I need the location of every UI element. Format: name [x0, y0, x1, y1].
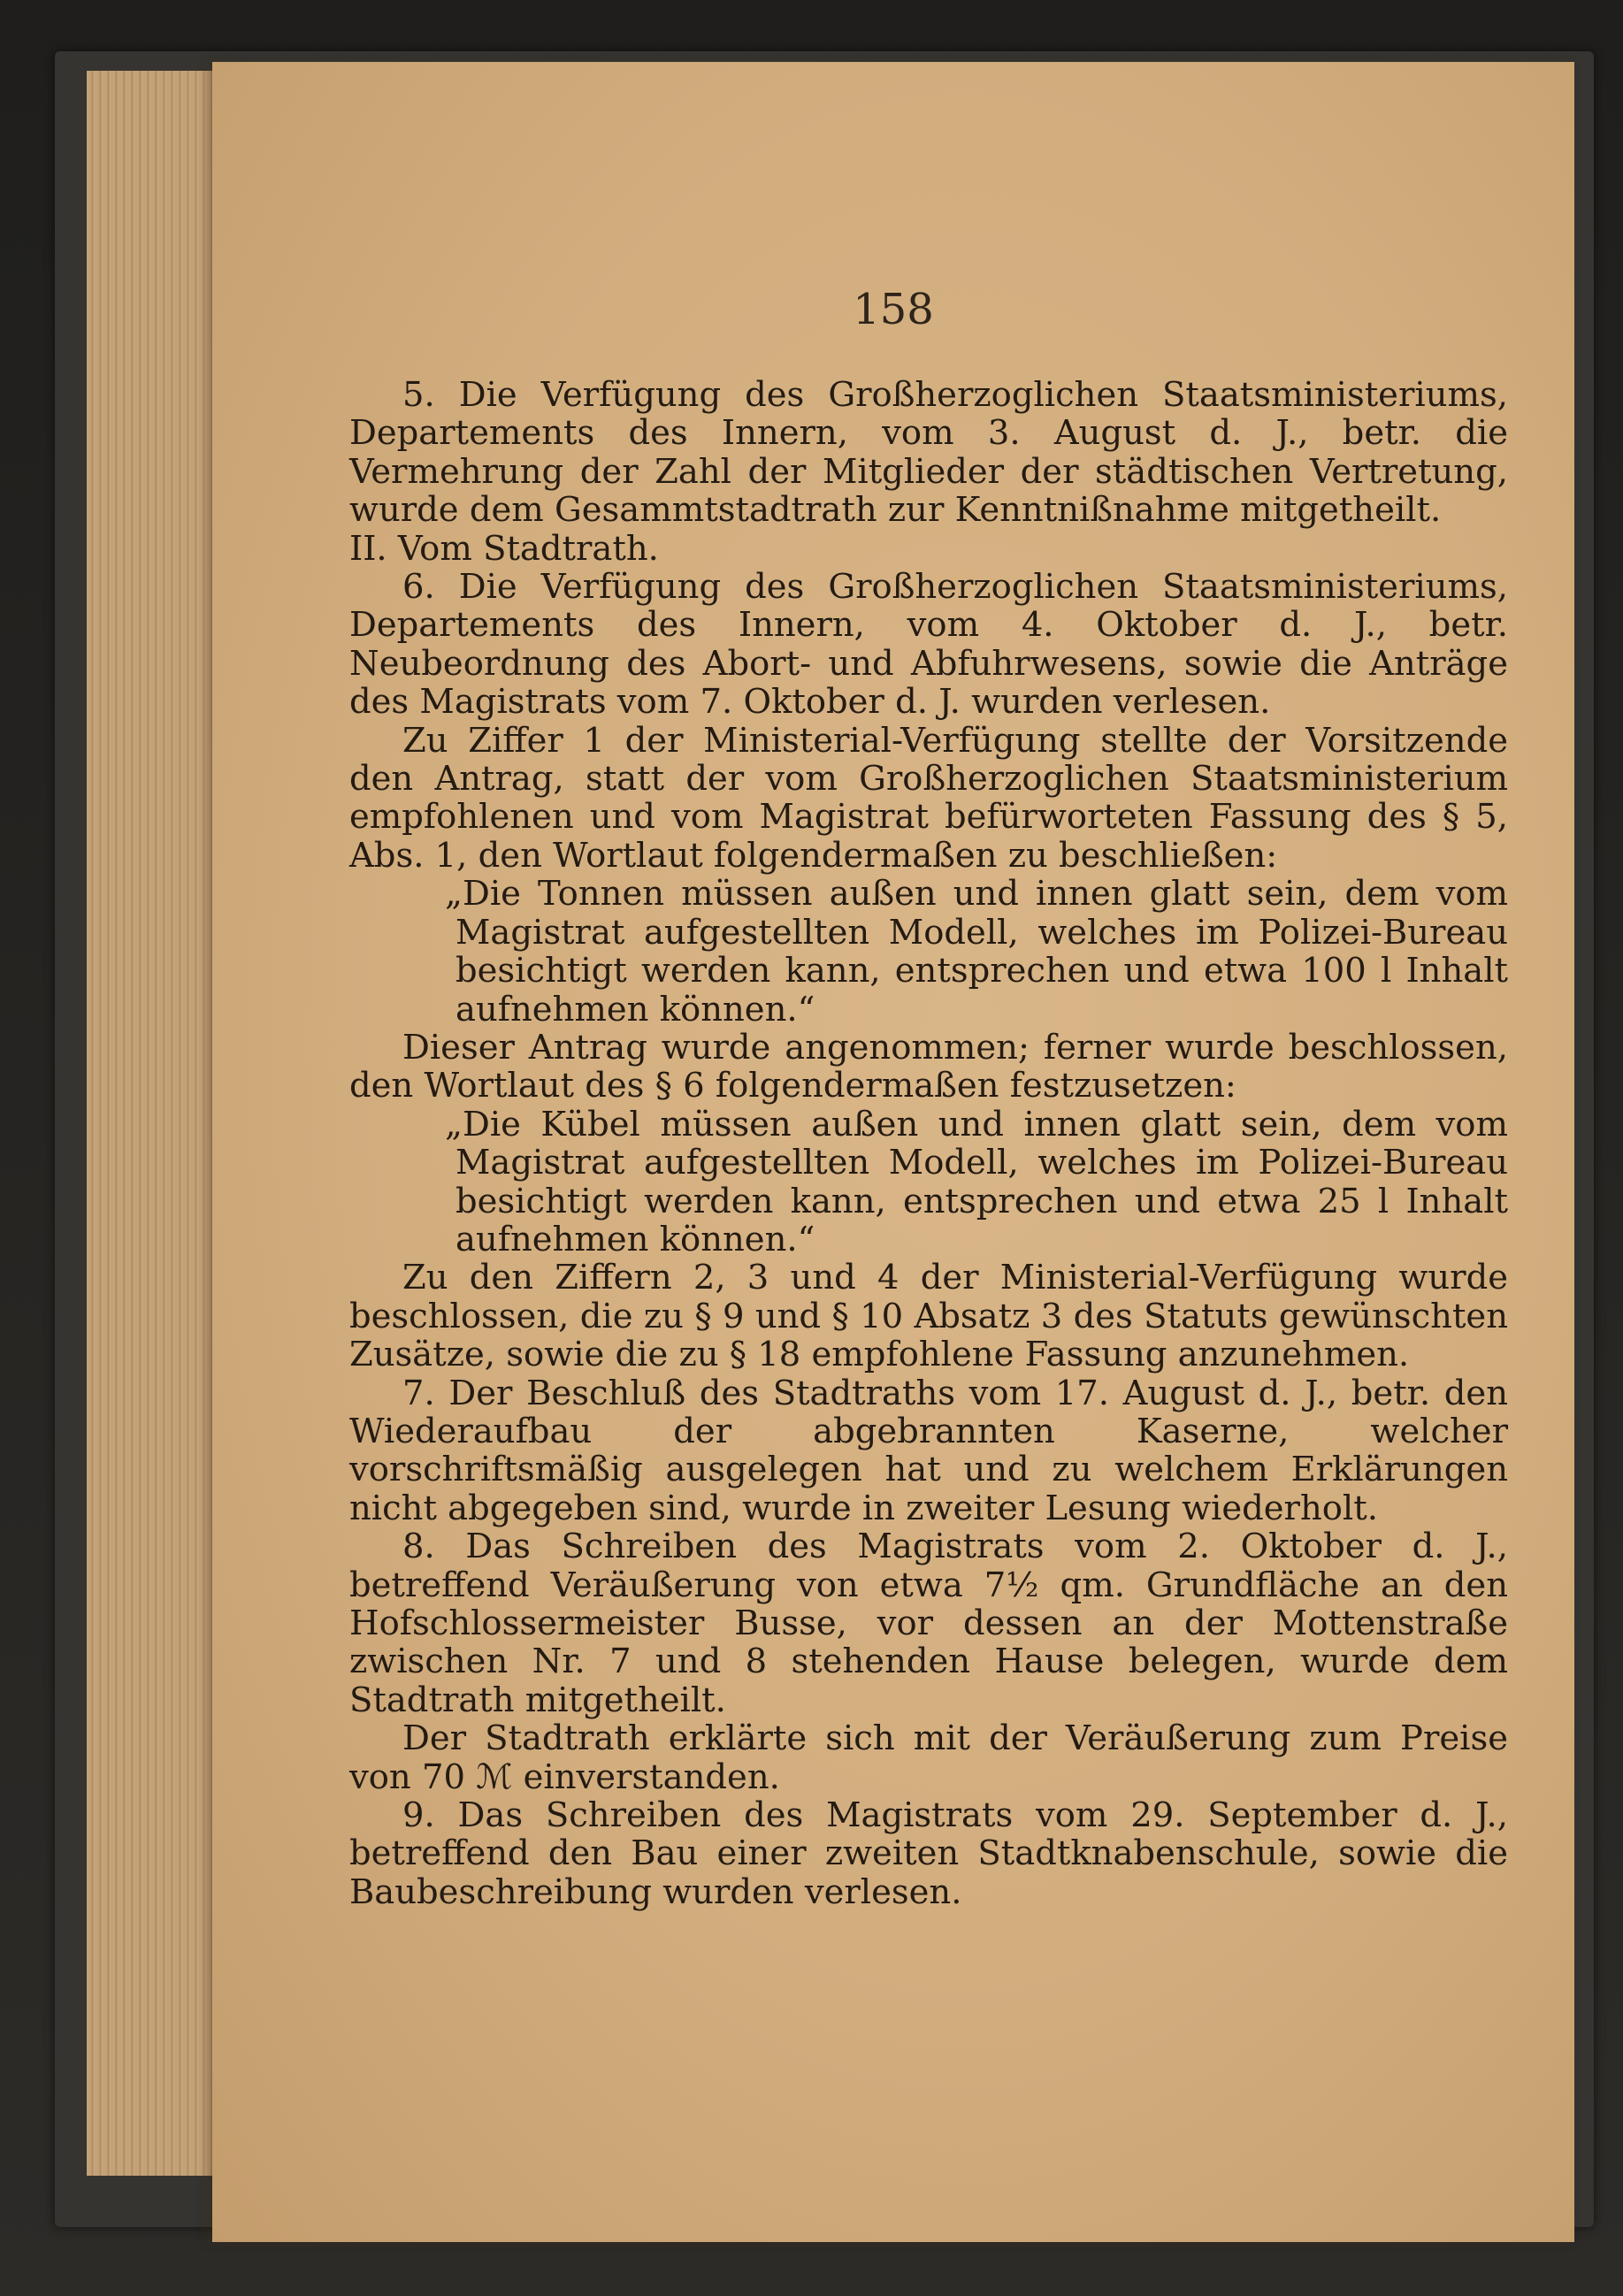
- quote-kuebel: „Die Kübel müssen außen und innen glatt sein, dem vom Magistrat aufgestellten Modell, welches im Polizei-Bureau besichtigt werden kann, entsprechen und etwa 25 l Inhalt aufnehmen können.“: [445, 1104, 1508, 1259]
- quote-tonnen: „Die Tonnen müssen außen und innen glatt sein, dem vom Magistrat aufgestellten Modell, welches im Polizei-Bureau besichtigt werden kann, entsprechen und etwa 100 l Inhalt aufnehmen können.“: [445, 874, 1508, 1029]
- paragraph-8-decision: Der Stadtrath erklärte sich mit der Veräußerung zum Preise von 70 ℳ einverstanden.: [349, 1718, 1508, 1797]
- paragraph-9: 9. Das Schreiben des Magistrats vom 29. September d. J., betreffend den Bau einer zweiten Stadtknabenschule, sowie die Baubeschreibung wurden verlesen.: [349, 1795, 1508, 1912]
- body-text: [349, 376, 1508, 1911]
- paragraph-8: 8. Das Schreiben des Magistrats vom 2. Oktober d. J., betreffend Veräußerung von etwa 7½ qm. Grundfläche an den Hofschlossermeister Busse, vor dessen an der Mottenstraße zwischen Nr. 7 und 8 stehenden Hause belegen, wurde dem Stadtrath mitgetheilt.: [349, 1527, 1508, 1720]
- page-number: 158: [853, 285, 934, 334]
- paragraph-6: 6. Die Verfügung des Großherzoglichen Staatsministeriums, Departements des Innern, vom 4. Oktober d. J., betr. Neubeordnung des Abort- und Abfuhrwesens, sowie die Anträge des Magistrats vom 7. Oktober d. J. wurden verlesen.: [349, 567, 1508, 723]
- paragraph-7: 7. Der Beschluß des Stadtraths vom 17. August d. J., betr. den Wiederaufbau der abgebrannten Kaserne, welcher vorschriftsmäßig ausgelegen hat und zu welchem Erklärungen nicht abgegeben sind, wurde in zweiter Lesung wiederholt.: [349, 1373, 1508, 1528]
- paragraph-6-motion: Zu Ziffer 1 der Ministerial-Verfügung stellte der Vorsitzende den Antrag, statt der vom Großherzoglichen Staatsministerium empfohlenen und vom Magistrat befürworteten Fassung des § 5, Abs. 1, den Wortlaut folgendermaßen zu beschließen:: [349, 720, 1508, 876]
- paragraph-6-accepted: Dieser Antrag wurde angenommen; ferner wurde beschlossen, den Wortlaut des § 6 folgendermaßen festzusetzen:: [349, 1027, 1508, 1106]
- section-heading: II. Vom Stadtrath.: [349, 528, 659, 569]
- paragraph-5: 5. Die Verfügung des Großherzoglichen Staatsministeriums, Departements des Innern, vom 3. August d. J., betr. die Vermehrung der Zahl der Mitglieder der städtischen Vertretung, wurde dem Gesammtstadtrath zur Kenntnißnahme mitgetheilt.: [349, 375, 1508, 531]
- paragraph-6-ziffern: Zu den Ziffern 2, 3 und 4 der Ministerial-Verfügung wurde beschlossen, die zu § 9 und § 10 Absatz 3 des Statuts gewünschten Zusätze, sowie die zu § 18 empfohlene Fassung anzunehmen.: [349, 1258, 1508, 1375]
